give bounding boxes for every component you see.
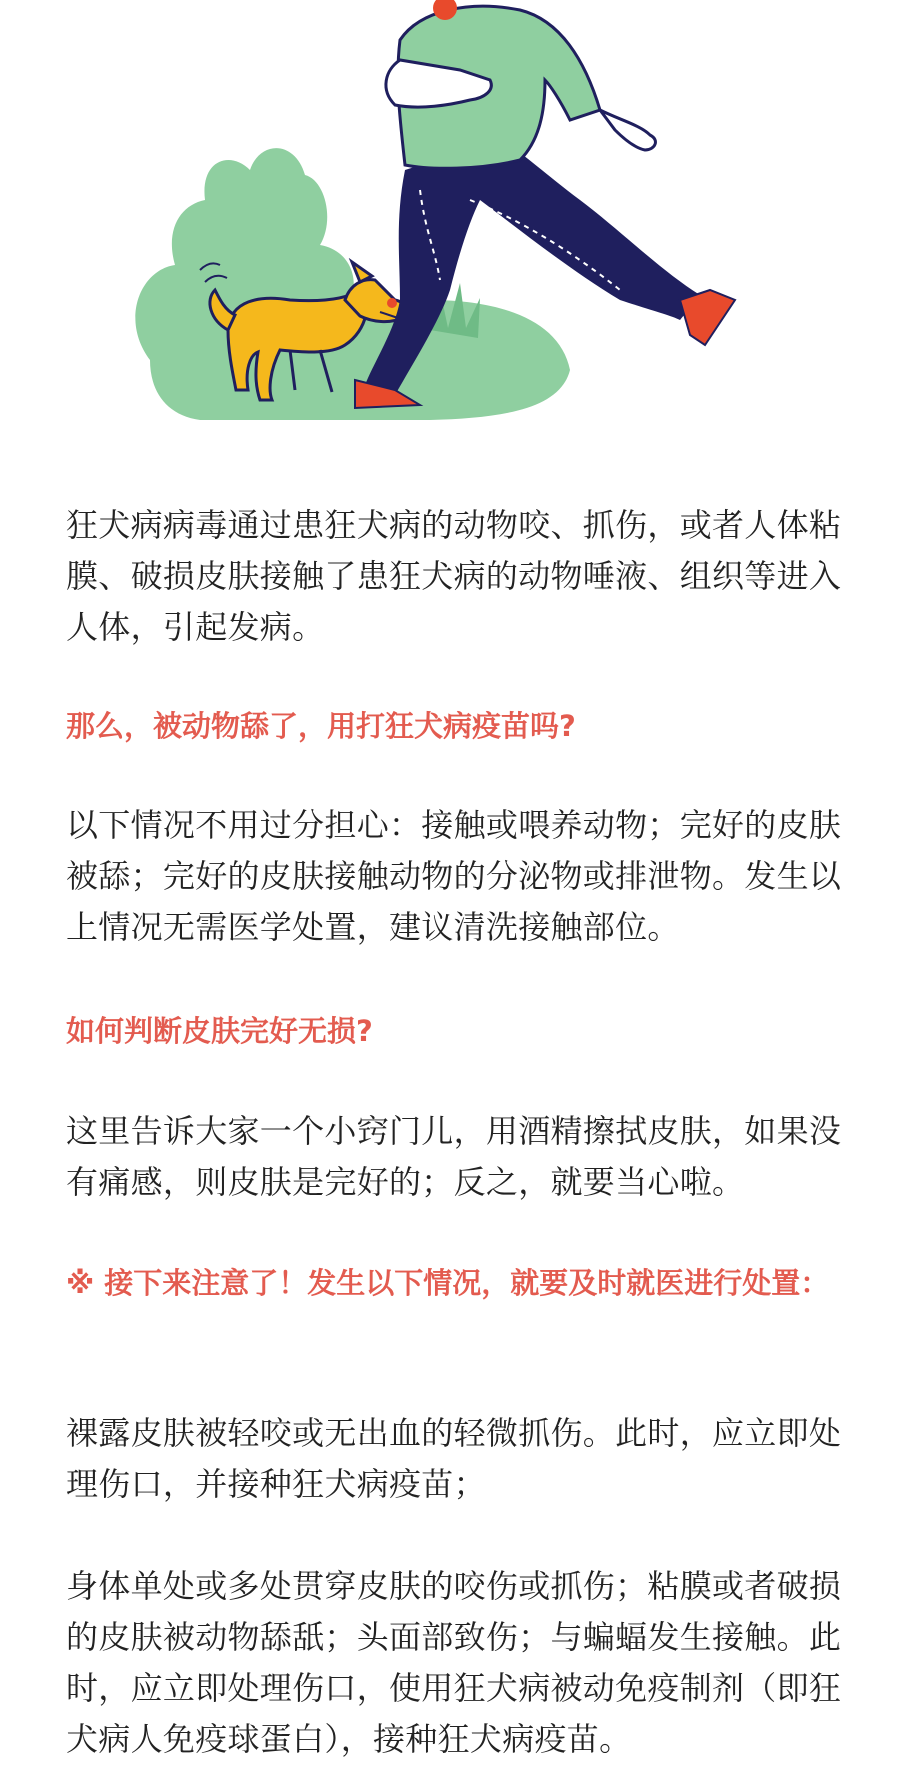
paragraph-no-worry-cases: 以下情况不用过分担心：接触或喂养动物；完好的皮肤被舔；完好的皮肤接触动物的分泌物或排泄物。发生以上情况无需医学处置，建议清洗接触部位。 [66,806,842,946]
heading-seek-medical-care: ※ 接下来注意了！发生以下情况，就要及时就医进行处置： [66,1266,830,1300]
man-bitten-by-dog-illustration [0,0,900,450]
heading-skin-intact-question: 如何判断皮肤完好无损? [66,1014,373,1048]
paragraph-severe-wound-case: 身体单处或多处贯穿皮肤的咬伤或抓伤；粘膜或者破损的皮肤被动物舔舐；头面部致伤；与蝙蝠发生接触。此时，应立即处理伤口，使用狂犬病被动免疫制剂（即狂犬病人免疫球蛋白），接种狂犬病疫苗。 [66,1567,842,1758]
paragraph-minor-wound-case: 裸露皮肤被轻咬或无出血的轻微抓伤。此时，应立即处理伤口，并接种狂犬病疫苗； [66,1414,842,1503]
paragraph-transmission: 狂犬病病毒通过患狂犬病的动物咬、抓伤，或者人体粘膜、破损皮肤接触了患狂犬病的动物唾液、组织等进入人体，引起发病。 [66,506,842,646]
paragraph-alcohol-tip: 这里告诉大家一个小窍门儿，用酒精擦拭皮肤，如果没有痛感，则皮肤是完好的；反之，就要当心啦。 [66,1112,842,1201]
heading-licked-vaccine-question: 那么，被动物舔了，用打狂犬病疫苗吗? [66,709,576,743]
